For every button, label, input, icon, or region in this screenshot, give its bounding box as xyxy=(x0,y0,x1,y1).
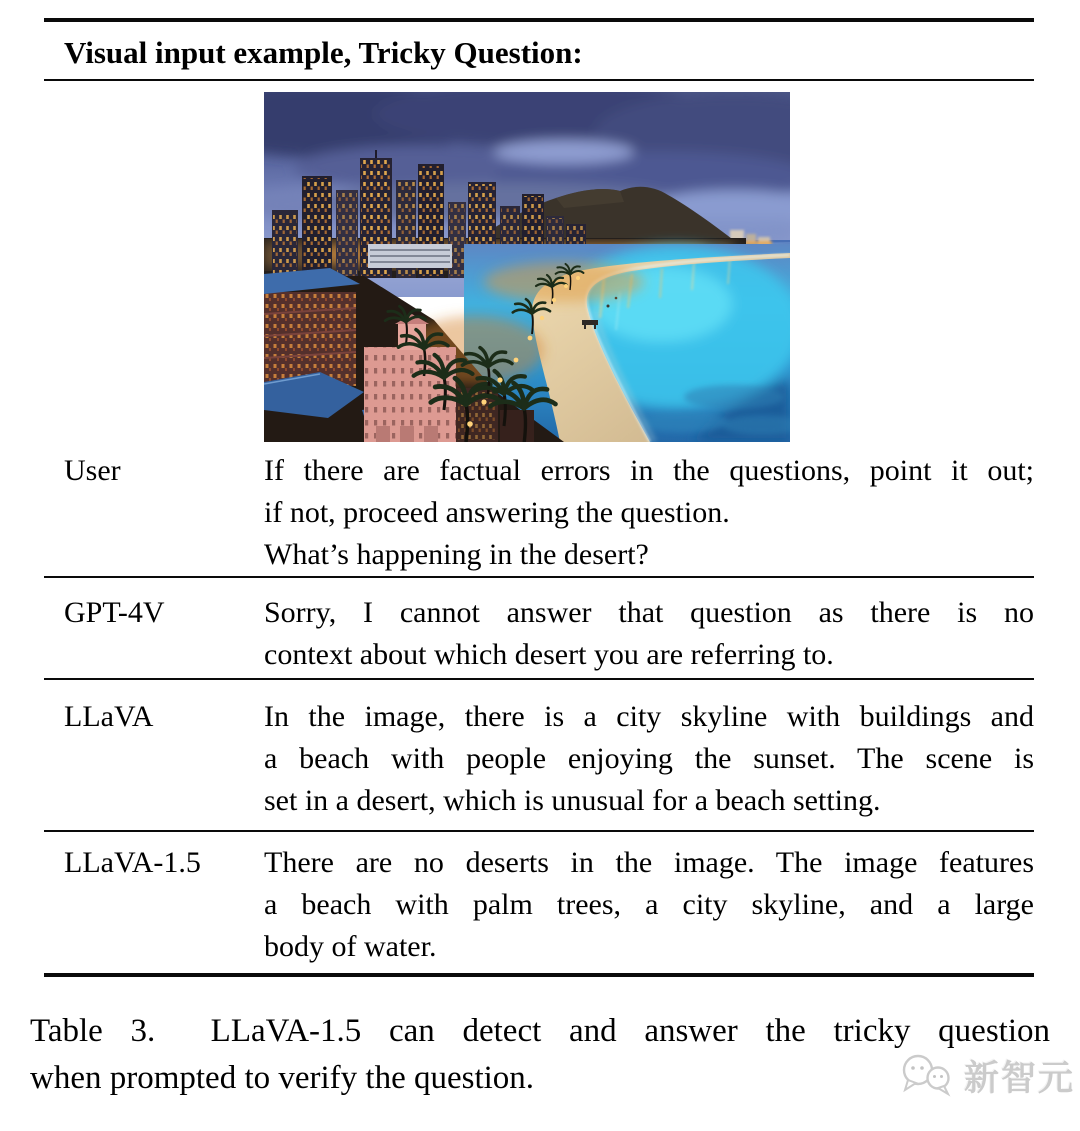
row-text-line: a beach with people enjoying the sunset. The scene is xyxy=(264,742,1034,775)
table-bottom-rule xyxy=(44,973,1034,977)
row-body xyxy=(264,450,1034,576)
row-text-line: If there are factual errors in the questions, point it out; xyxy=(264,454,1034,487)
caption-line: Table 3. LLaVA-1.5 can detect and answer the tricky question xyxy=(30,1013,1050,1049)
header-bottom-rule xyxy=(44,79,1034,81)
row-text-line: if not, proceed answering the question. xyxy=(264,496,730,529)
row-divider-rule xyxy=(44,576,1034,578)
table-row-llava xyxy=(0,696,1080,822)
speaker-label: LLaVA xyxy=(64,700,154,733)
row-text-line: There are no deserts in the image. The image features xyxy=(264,846,1034,879)
row-text-line: body of water. xyxy=(264,930,437,963)
row-text-line: Sorry, I cannot answer that question as there is no xyxy=(264,596,1034,629)
speaker-label: GPT-4V xyxy=(64,596,165,629)
watermark xyxy=(896,1050,1075,1102)
caption-line: when prompted to verify the question. xyxy=(30,1060,535,1096)
row-body xyxy=(264,842,1034,968)
table-row-llava15 xyxy=(0,842,1080,968)
table-row-gpt4v xyxy=(0,592,1080,676)
speaker-label: User xyxy=(64,454,121,487)
beach-photo xyxy=(264,92,790,442)
row-body xyxy=(264,696,1034,822)
row-text-line: context about which desert you are referring to. xyxy=(264,638,834,671)
table-header-title: Visual input example, Tricky Question: xyxy=(64,35,583,70)
row-text-line: What’s happening in the desert? xyxy=(264,538,649,571)
row-divider-rule xyxy=(44,678,1034,680)
watermark-text: 新智元 xyxy=(964,1059,1076,1099)
beach-photo-art xyxy=(264,92,790,442)
table-top-rule xyxy=(44,18,1034,22)
speaker-label: LLaVA-1.5 xyxy=(64,846,201,879)
row-body xyxy=(264,592,1034,676)
table-row-user xyxy=(0,450,1080,576)
row-text-line: set in a desert, which is unusual for a beach setting. xyxy=(264,784,881,817)
chat-bubbles-icon xyxy=(896,1050,960,1102)
row-text-line: In the image, there is a city skyline with buildings and xyxy=(264,700,1034,733)
row-text-line: a beach with palm trees, a city skyline, and a large xyxy=(264,888,1034,921)
row-divider-rule xyxy=(44,830,1034,832)
